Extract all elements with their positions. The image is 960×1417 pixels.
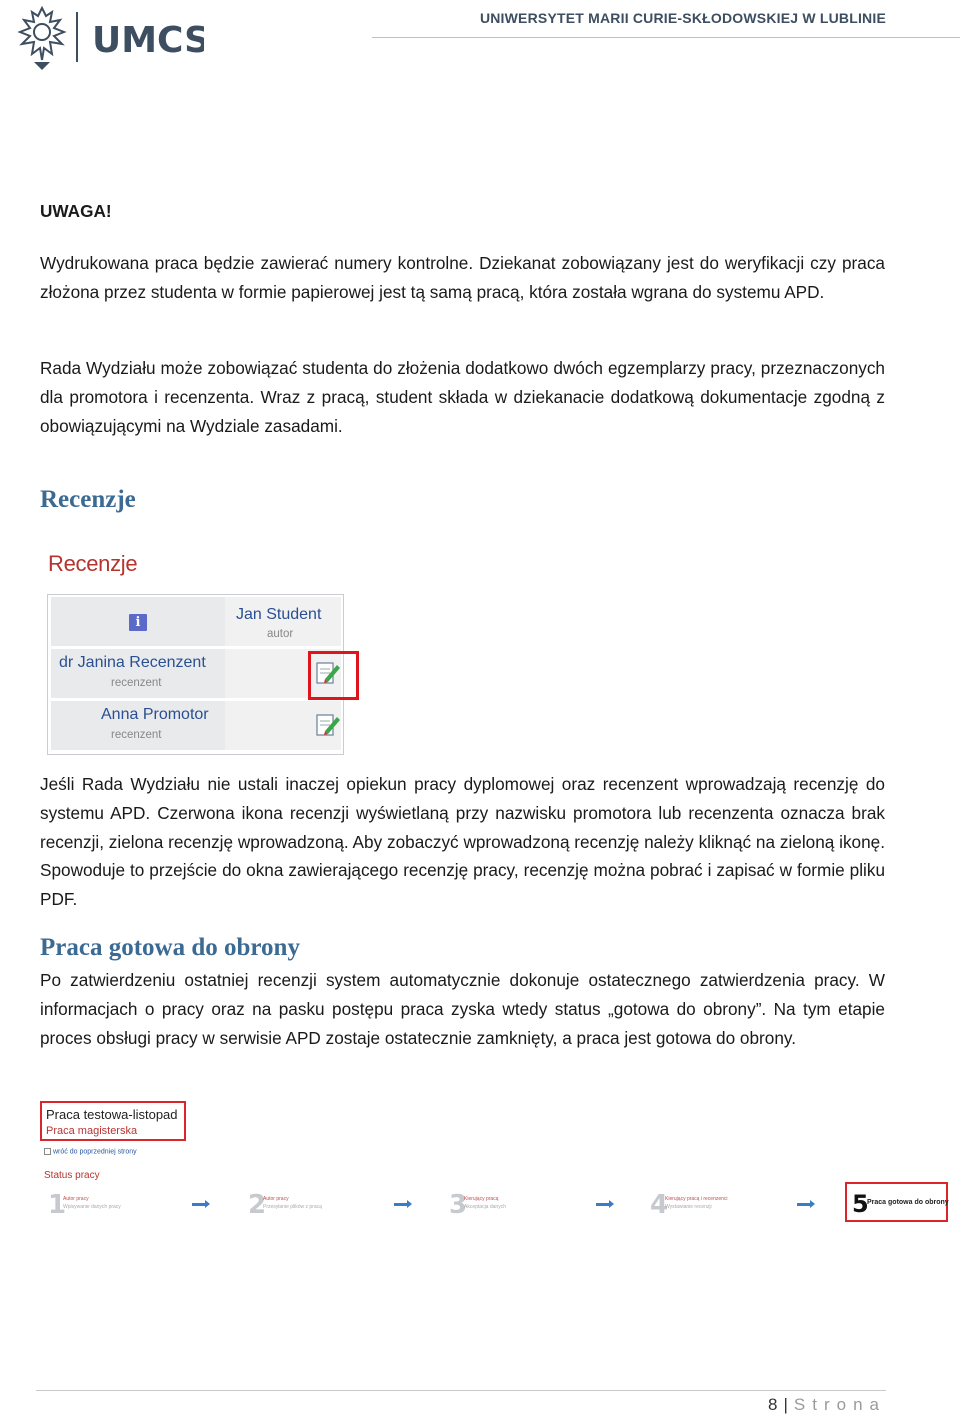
step-number: 3 — [449, 1190, 468, 1220]
umcs-logo — [4, 2, 204, 74]
review-row-supervisor — [51, 701, 341, 750]
step-desc: Akceptacja danych — [464, 1204, 506, 1210]
header-divider — [372, 37, 960, 38]
review-row-reviewer — [51, 649, 341, 698]
review-row-role: recenzent — [111, 677, 162, 689]
info-icon[interactable]: i — [129, 614, 147, 631]
step-title: Autor pracy — [63, 1196, 89, 1202]
arrow-icon — [192, 1203, 206, 1206]
footer-divider — [36, 1390, 886, 1391]
step-number: 4 — [650, 1190, 669, 1220]
thesis-type: Praca magisterska — [46, 1125, 138, 1137]
arrow-icon — [394, 1203, 408, 1206]
step-number: 1 — [48, 1190, 67, 1220]
reviews-panel-title: Recenzje — [48, 551, 138, 576]
back-link-label: wróć do poprzedniej strony — [53, 1148, 137, 1156]
arrow-icon — [596, 1203, 610, 1206]
review-row-author — [51, 597, 341, 646]
step-title: Autor pracy — [263, 1196, 289, 1202]
back-link[interactable] — [44, 1148, 137, 1155]
review-row-name: Anna Promotor — [101, 706, 209, 723]
highlight-frame — [308, 651, 359, 700]
review-row-role: recenzent — [111, 729, 162, 741]
back-icon — [44, 1148, 51, 1155]
review-green-icon[interactable] — [315, 711, 341, 739]
thesis-header-box — [40, 1101, 186, 1141]
progress-step-5 — [845, 1182, 948, 1222]
section-heading-ready: Praca gotowa do obrony — [40, 934, 300, 961]
warning-title: UWAGA! — [40, 201, 112, 221]
step-number: 5 — [852, 1190, 869, 1218]
status-label: Status pracy — [44, 1170, 100, 1181]
footer-label: Strona — [793, 1395, 886, 1414]
step-desc: Przesyłanie plików z pracą — [263, 1204, 322, 1210]
step-title: Kierujący pracą — [464, 1196, 499, 1202]
university-name: UNIWERSYTET MARII CURIE-SKŁODOWSKIEJ W LUBLINIE — [479, 10, 886, 26]
page-footer — [768, 1395, 886, 1415]
step-title: Praca gotowa do obrony — [867, 1199, 949, 1206]
review-row-name: Jan Student — [236, 606, 322, 623]
arrow-icon — [797, 1203, 811, 1206]
paragraph-printed-thesis: Wydrukowana praca będzie zawierać numery kontrolne. Dziekanat zobowiązany jest do weryfikacji czy praca złożona przez studenta w formie papierowej jest tą samą pracą, która została wgrana do systemu APD. — [40, 253, 885, 302]
paragraph-reviews: Jeśli Rada Wydziału nie ustali inaczej opiekun pracy dyplomowej oraz recenzent wprowadzają recenzję do systemu APD. Czerwona ikona recenzji wyświetlaną przy nazwisku promotora lub recenzenta oznacza brak recenzji, zielona recenzję wprowadzoną. Aby zobaczyć wprowadzoną recenzję należy kliknąć na zieloną ikonę. Spowoduje to przejście do okna zawierającego recenzję pracy, recenzję można pobrać i zapisać w formie pliku PDF. — [40, 774, 885, 910]
review-row-name: dr Janina Recenzent — [59, 654, 206, 671]
page-number: 8 — [768, 1395, 778, 1414]
reviews-panel — [47, 594, 344, 755]
paragraph-extra-copies: Rada Wydziału może zobowiązać studenta do złożenia dodatkowo dwóch egzemplarzy pracy, przeznaczonych dla promotora i recenzenta. Wraz z pracą, student składa w dziekanacie dodatkową dokumentacje zgodną z obowiązującymi na Wydziale zasadami. — [40, 358, 885, 436]
thesis-title: Praca testowa-listopad — [46, 1107, 178, 1122]
paragraph-ready: Po zatwierdzeniu ostatniej recenzji system automatycznie dokonuje ostatecznego zatwierdzenia pracy. W informacjach o pracy oraz na pasku postępu praca zyska wtedy status „gotowa do obrony”. Na tym etapie proces obsługi pracy w serwisie APD zostaje ostatecznie zamknięty, a praca jest gotowa do obrony. — [40, 970, 885, 1048]
footer-separator: | — [783, 1395, 788, 1414]
logo-text: UMCS — [92, 20, 204, 61]
step-desc: Wystawianie recenzji — [665, 1204, 712, 1210]
review-row-role: autor — [267, 628, 294, 640]
step-title: Kierujący pracą i recenzenci — [665, 1196, 728, 1202]
step-desc: Wpisywanie danych pracy — [63, 1204, 121, 1210]
section-heading-recenzje: Recenzje — [40, 486, 136, 513]
step-number: 2 — [248, 1190, 267, 1220]
